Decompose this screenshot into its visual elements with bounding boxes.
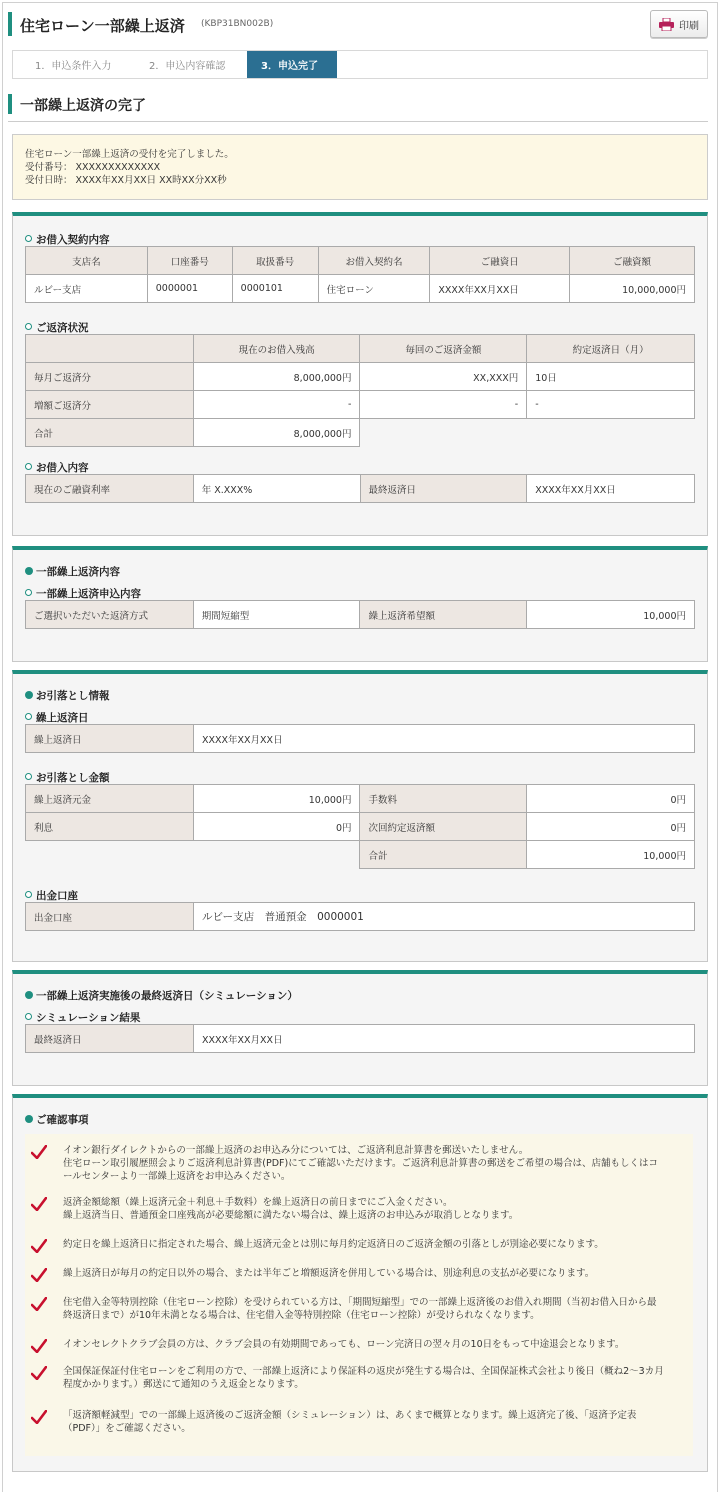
contract-cell: 住宅ローン xyxy=(318,275,430,303)
confirm-heading: ご確認事項 xyxy=(25,1112,89,1127)
check-icon xyxy=(31,1366,47,1380)
notice-receipt-datetime: 受付日時： XXXX年XX月XX日 XX時XX分XX秒 xyxy=(25,175,227,186)
debit-amount-heading: お引落とし金額 xyxy=(25,770,110,785)
prepayment-panel xyxy=(12,546,708,662)
interest-label: 利息 xyxy=(26,813,194,841)
repayment-amount: - xyxy=(360,391,527,419)
debit-date-table xyxy=(25,724,695,753)
loan-heading: お借入内容 xyxy=(25,460,89,475)
repayment-row-label: 合計 xyxy=(26,419,194,447)
contract-cell: 10,000,000円 xyxy=(570,275,695,303)
repayment-amount: XX,XXX円 xyxy=(360,363,527,391)
account-value: ルビー支店 普通預金 0000001 xyxy=(194,903,695,931)
principal-value: 10,000円 xyxy=(193,785,360,813)
contract-table xyxy=(25,246,695,303)
debit-total-label: 合計 xyxy=(360,841,527,869)
next-payment-value: 0円 xyxy=(527,813,695,841)
confirm-item-text: 住宅借入金等特別控除（住宅ローン控除）を受けられている方は、「期間短縮型」での一部繰上返済後のお借入れ期間（当初お借入日から最 終返済日まで）が10年未満となる場合は、住宅借入金等特別控除（住宅ローン控除）が受けられなくなります。 xyxy=(63,1297,657,1321)
check-icon xyxy=(31,1410,47,1424)
contract-cell: XXXX年XX月XX日 xyxy=(430,275,570,303)
principal-label: 繰上返済元金 xyxy=(26,785,194,813)
rate-value: 年 X.XXX% xyxy=(193,475,360,503)
method-value: 期間短縮型 xyxy=(193,601,360,629)
debit-date-label: 繰上返済日 xyxy=(26,725,194,753)
completion-notice xyxy=(12,134,708,200)
print-label: 印刷 xyxy=(679,20,699,32)
confirm-item-text: イオン銀行ダイレクトからの一部繰上返済のお申込み分については、ご返済利息計算書を郵送いたしません。 住宅ローン取引履歴照会よりご返済利息計算書(PDF)にてご確認いただけます。ご返済利息計算書の郵送をご希望の場合は、店舗もしくはコ ールセンターより一部繰上返済をお申込みください。 xyxy=(63,1145,658,1182)
step-indicator xyxy=(12,50,708,79)
printer-icon xyxy=(659,18,674,31)
simulation-final-value: XXXX年XX月XX日 xyxy=(194,1025,695,1053)
rate-label: 現在のご融資利率 xyxy=(26,475,194,503)
step-2: 2．申込内容確認 xyxy=(149,61,226,72)
page-header xyxy=(8,8,708,40)
prepay-sub-heading: 一部繰上返済申込内容 xyxy=(25,586,141,601)
page-title: 住宅ローン一部繰上返済 xyxy=(20,17,185,35)
confirm-item-text: 約定日を繰上返済日に指定された場合、繰上返済元金とは別に毎月約定返済日のご返済金額の引落としが別途必要になります。 xyxy=(63,1239,604,1250)
account-label: 出金口座 xyxy=(26,903,194,931)
check-icon xyxy=(31,1197,47,1211)
repayment-heading: ご返済状況 xyxy=(25,320,89,335)
repayment-row-label: 毎月ご返済分 xyxy=(26,363,194,391)
interest-value: 0円 xyxy=(193,813,360,841)
prepay-amount-value: 10,000円 xyxy=(527,601,695,629)
confirm-panel xyxy=(12,1094,708,1472)
contract-header: 口座番号 xyxy=(147,247,232,275)
next-payment-label: 次回約定返済額 xyxy=(360,813,527,841)
contract-cell: 0000101 xyxy=(232,275,318,303)
section-heading xyxy=(8,92,708,122)
check-icon xyxy=(31,1297,47,1311)
notice-receipt-number: 受付番号： XXXXXXXXXXXXX xyxy=(25,162,161,173)
final-date-label: 最終返済日 xyxy=(360,475,527,503)
screen-code: (KBP31BN002B) xyxy=(201,19,274,29)
prepay-amount-label: 繰上返済希望額 xyxy=(360,601,527,629)
repayment-table xyxy=(25,334,695,447)
simulation-heading: 一部繰上返済実施後の最終返済日（シミュレーション） xyxy=(25,988,298,1003)
confirm-item-text: 全国保証保証付住宅ローンをご利用の方で、一部繰上返済により保証料の返戻が発生する場合は、全国保証株式会社より後日（概ね2～3カ月 程度かかります。）郵送にて通知のうえ返金となります。 xyxy=(63,1366,664,1390)
step-1: 1．申込条件入力 xyxy=(35,61,112,72)
debit-total-value: 10,000円 xyxy=(527,841,695,869)
contract-header: 取扱番号 xyxy=(232,247,318,275)
repayment-header: 現在のお借入残高 xyxy=(193,335,360,363)
section-accent-bar xyxy=(8,94,12,114)
debit-date-heading: 繰上返済日 xyxy=(25,710,89,725)
final-date-value: XXXX年XX月XX日 xyxy=(527,475,695,503)
repayment-day: 10日 xyxy=(527,363,695,391)
repayment-balance: - xyxy=(193,391,360,419)
simulation-table xyxy=(25,1024,695,1053)
prepay-table xyxy=(25,600,695,629)
confirm-list xyxy=(25,1134,693,1456)
simulation-final-label: 最終返済日 xyxy=(26,1025,194,1053)
confirm-item-text: 繰上返済日が毎月の約定日以外の場合、または半年ごと増額返済を併用している場合は、別途利息の支払が必要になります。 xyxy=(63,1268,595,1279)
simulation-sub-heading: シミュレーション結果 xyxy=(25,1010,140,1025)
confirm-item-text: 返済金額総額（繰上返済元金＋利息＋手数料）を繰上返済日の前日までにご入金ください。 繰上返済当日、普通預金口座残高が必要総額に満たない場合は、繰上返済のお申込みが取消しとなります。 xyxy=(63,1197,519,1221)
debit-panel xyxy=(12,670,708,962)
check-icon xyxy=(31,1239,47,1253)
loan-info-panel xyxy=(12,212,708,536)
check-icon xyxy=(31,1268,47,1282)
repayment-row-label: 増額ご返済分 xyxy=(26,391,194,419)
contract-header: ご融資日 xyxy=(430,247,570,275)
repayment-header: 毎回のご返済金額 xyxy=(360,335,527,363)
step-3-active: 3．申込完了 xyxy=(247,51,337,78)
contract-header: お借入契約名 xyxy=(318,247,430,275)
repayment-header: 約定返済日（月） xyxy=(527,335,695,363)
contract-header: ご融資額 xyxy=(570,247,695,275)
repayment-balance: 8,000,000円 xyxy=(193,419,360,447)
check-icon xyxy=(31,1339,47,1353)
debit-date-value: XXXX年XX月XX日 xyxy=(194,725,695,753)
loan-table xyxy=(25,474,695,503)
print-button[interactable] xyxy=(650,10,708,38)
contract-cell: 0000001 xyxy=(147,275,232,303)
repayment-balance: 8,000,000円 xyxy=(193,363,360,391)
contract-header: 支店名 xyxy=(26,247,148,275)
contract-heading: お借入契約内容 xyxy=(25,232,110,247)
section-title: 一部繰上返済の完了 xyxy=(20,98,146,114)
fee-label: 手数料 xyxy=(360,785,527,813)
repayment-corner xyxy=(26,335,194,363)
account-heading: 出金口座 xyxy=(25,888,78,903)
fee-value: 0円 xyxy=(527,785,695,813)
method-label: ご選択いただいた返済方式 xyxy=(26,601,194,629)
account-table xyxy=(25,902,695,931)
confirm-item-text: イオンセレクトクラブ会員の方は、クラブ会員の有効期間であっても、ローン完済日の翌々月の10日をもって中途退会となります。 xyxy=(63,1339,625,1350)
confirm-item-text: 「返済額軽減型」での一部繰上返済後のご返済金額（シミュレーション）は、あくまで概算となります。繰上返済完了後、「返済予定表 （PDF）」をご確認ください。 xyxy=(63,1410,637,1434)
debit-amount-table xyxy=(25,784,695,869)
repayment-day: - xyxy=(527,391,695,419)
notice-message: 住宅ローン一部繰上返済の受付を完了しました。 xyxy=(25,149,234,160)
debit-heading: お引落とし情報 xyxy=(25,688,110,703)
prepay-heading: 一部繰上返済内容 xyxy=(25,564,120,579)
check-icon xyxy=(31,1145,47,1159)
title-accent-bar xyxy=(8,12,12,36)
contract-cell: ルビー支店 xyxy=(26,275,148,303)
simulation-panel xyxy=(12,970,708,1086)
